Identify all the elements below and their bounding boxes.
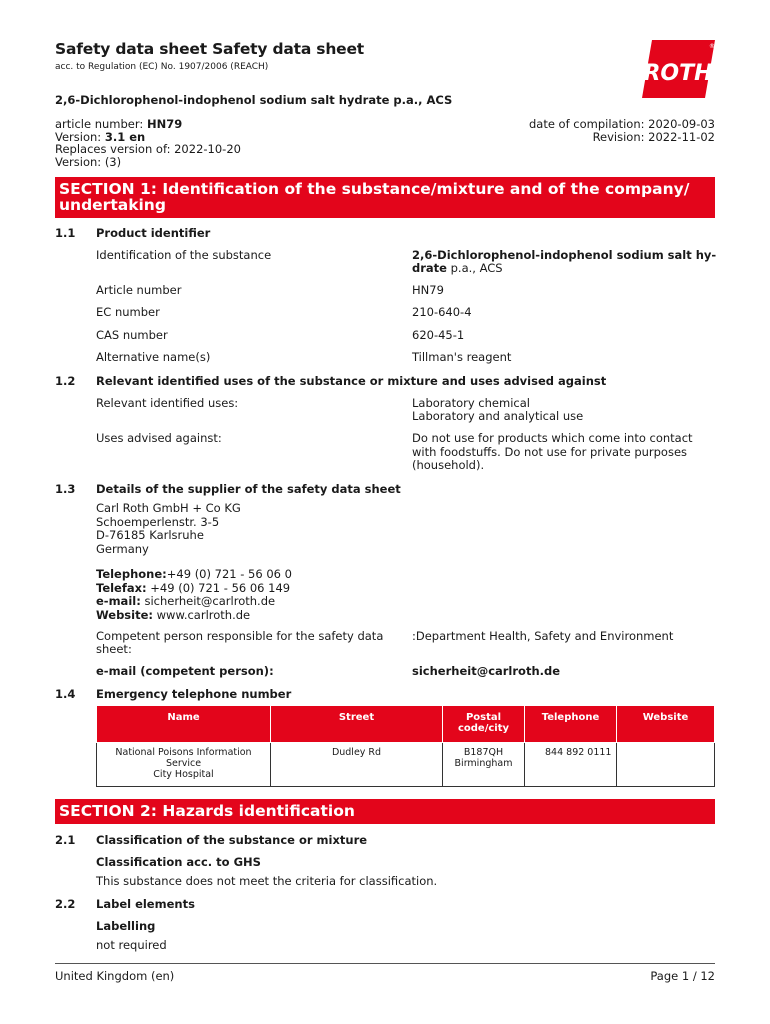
identified-uses-label: Relevant identified uses: <box>96 396 239 410</box>
column-header-website: Website <box>617 706 715 743</box>
telefax-value: +49 (0) 721 - 56 06 149 <box>146 580 291 595</box>
supplier-address: Carl Roth GmbH + Co KG Schoemperlenstr. 3-5 D-76185 Karlsruhe Germany <box>96 501 241 556</box>
section-1-2-heading: Relevant identified uses of the substance or mixture and uses advised against <box>96 374 607 388</box>
section-1-4-number: 1.4 <box>55 687 76 701</box>
alternative-names-value: Tillman's reagent <box>412 350 512 364</box>
email-link[interactable]: sicherheit@carlroth.de <box>140 594 276 608</box>
section-2-1-number: 2.1 <box>55 833 76 847</box>
meta-left: article number: HN79 Version: 3.1 en Replaces version of: 2022-10-20 Version: (3) <box>55 117 241 169</box>
meta-right <box>529 118 715 143</box>
website-link[interactable]: www.carlroth.de <box>153 607 251 622</box>
cas-number-value: 620-45-1 <box>412 328 465 342</box>
identification-label: Identification of the substance <box>96 248 272 262</box>
identified-uses-value: Laboratory chemical Laboratory and analytical use <box>412 396 584 423</box>
section-1-3-number: 1.3 <box>55 482 76 496</box>
cell-website <box>617 743 715 787</box>
article-number: HN79 <box>146 117 183 131</box>
section-1-header: SECTION 1: Identification of the substance/mixture and of the company/ undertaking <box>55 177 715 218</box>
article-number-label: Article number <box>96 283 182 297</box>
uses-against-label: Uses advised against: <box>96 431 222 445</box>
section-2-2-number: 2.2 <box>55 897 76 911</box>
compilation-date: date of compilation: 2020-09-03 <box>528 117 715 131</box>
labelling-text: not required <box>96 938 167 952</box>
ec-number-label: EC number <box>96 305 160 319</box>
column-header-street: Street <box>271 706 443 743</box>
emergency-contacts-table <box>96 705 715 787</box>
table-header-row <box>97 706 715 743</box>
section-2-1-heading: Classification of the substance or mixture <box>96 833 368 847</box>
alternative-names-label: Alternative name(s) <box>96 350 211 364</box>
identification-value: 2,6-Dichlorophenol-indophenol sodium salt hy- drate p.a., ACS <box>412 248 717 275</box>
cell-postal: B187QH Birmingham <box>443 743 525 787</box>
section-1-1-heading: Product identifier <box>96 226 211 240</box>
replaces-version: Replaces version of: 2022-10-20 <box>55 142 241 156</box>
uses-against-value: Do not use for products which come into contact with foodstuffs. Do not use for private purposes (household). <box>412 431 693 472</box>
section-1-3-heading: Details of the supplier of the safety data sheet <box>96 482 401 496</box>
competent-email-value[interactable]: sicherheit@carlroth.de <box>412 664 561 678</box>
cell-name: National Poisons Information Service City Hospital <box>97 743 271 787</box>
revision-date: Revision: 2022-11-02 <box>592 129 715 144</box>
column-header-name: Name <box>97 706 271 743</box>
regulation-subtitle: acc. to Regulation (EC) No. 1907/2006 (REACH) <box>55 62 269 72</box>
section-1-2-number: 1.2 <box>55 374 76 388</box>
registered-mark-icon: ® <box>709 43 715 50</box>
document-title: Safety data sheet Safety data sheet <box>55 40 365 58</box>
section-2-header: SECTION 2: Hazards identification <box>55 799 715 824</box>
section-1-1-number: 1.1 <box>55 226 76 240</box>
page-number: Page 1 / 12 <box>650 969 715 983</box>
logo-text: ROTH <box>643 61 713 86</box>
competent-email-label: e-mail (competent person): <box>96 664 274 678</box>
version-number: 3.1 en <box>104 129 146 144</box>
column-header-postal: Postal code/city <box>443 706 525 743</box>
ec-number-value: 210-640-4 <box>412 305 472 319</box>
cell-telephone: 844 892 0111 <box>525 743 617 787</box>
footer-locale: United Kingdom (en) <box>55 969 175 983</box>
column-header-telephone: Telephone <box>525 706 617 743</box>
section-2-2-heading: Label elements <box>96 897 195 911</box>
cas-number-label: CAS number <box>96 328 168 342</box>
classification-text: This substance does not meet the criteria for classification. <box>96 874 438 888</box>
cell-street: Dudley Rd <box>271 743 443 787</box>
table-row <box>97 743 715 787</box>
roth-logo <box>642 40 715 98</box>
classification-ghs-heading: Classification acc. to GHS <box>96 855 261 869</box>
replaces-version-number: Version: (3) <box>55 154 122 169</box>
product-title: 2,6-Dichlorophenol-indophenol sodium salt hydrate p.a., ACS <box>55 93 453 107</box>
competent-person-value: :Department Health, Safety and Environment <box>412 629 674 643</box>
section-1-4-heading: Emergency telephone number <box>96 687 292 701</box>
labelling-heading: Labelling <box>96 919 156 933</box>
supplier-contacts: Telephone:+49 (0) 721 - 56 06 0 Telefax: +49 (0) 721 - 56 06 149 e-mail: sicherheit@carlroth.de Website: www.carlroth.de <box>96 567 292 622</box>
competent-person-label: Competent person responsible for the safety data sheet: <box>96 629 384 656</box>
telephone-value[interactable]: +49 (0) 721 - 56 06 0 <box>166 567 292 581</box>
article-number-value: HN79 <box>412 283 444 297</box>
footer-divider <box>55 963 715 964</box>
